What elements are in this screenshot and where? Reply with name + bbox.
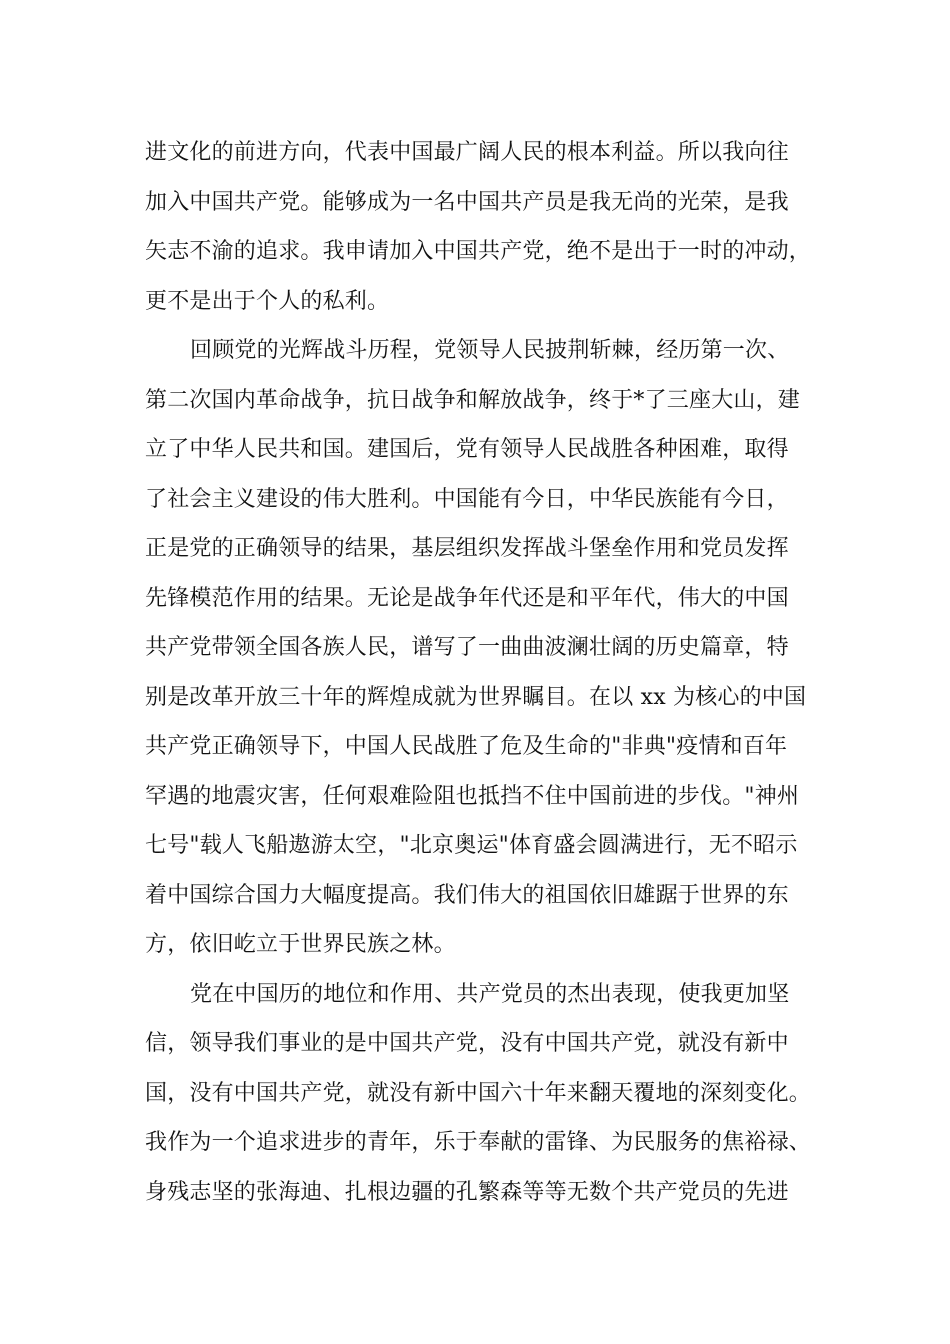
text-line: 加入中国共产党。能够成为一名中国共产员是我无尚的光荣，是我 [145,189,789,215]
text-line: 信，领导我们事业的是中国共产党，没有中国共产党，就没有新中 [145,1031,789,1056]
text-line: 七号"载人飞船遨游太空，"北京奥运"体育盛会圆满进行，无不昭示 [145,833,798,858]
body-text [145,128,825,1217]
text-line: 矢志不渝的追求。我申请加入中国共产党，绝不是出于一时的冲动， [145,239,812,264]
text-line: 正是党的正确领导的结果，基层组织发挥战斗堡垒作用和党员发挥 [145,536,789,561]
text-line: 进文化的前进方向，代表中国最广阔人民的根本利益。所以我向往 [145,140,789,165]
text-line: 方，依旧屹立于世界民族之林。 [145,932,456,957]
text-line: 共产党正确领导下，中国人民战胜了危及生命的"非典"疫情和百年 [145,734,788,759]
paragraph-start-line: 党在中国历的地位和作用、共产党员的杰出表现，使我更加坚 [190,981,790,1007]
text-line: 身残志坚的张海迪、扎根边疆的孔繁森等等无数个共产党员的先进 [145,1179,789,1205]
text-line: 先锋模范作用的结果。无论是战争年代还是和平年代，伟大的中国 [145,585,789,611]
text-line: 立了中华人民共和国。建国后，党有领导人民战胜各种困难，取得 [145,437,789,462]
text-line: 第二次国内革命战争，抗日战争和解放战争，终于*了三座大山，建 [145,387,801,413]
text-line: 更不是出于个人的私利。 [145,288,390,314]
paragraph-start-line: 回顾党的光辉战斗历程，党领导人民披荆斩棘，经历第一次、 [190,338,790,363]
text-line: 共产党带领全国各族人民，谱写了一曲曲波澜壮阔的历史篇章，特 [145,635,789,660]
text-line: 着中国综合国力大幅度提高。我们伟大的祖国依旧雄踞于世界的东 [145,882,789,908]
text-line: 我作为一个追求进步的青年，乐于奉献的雷锋、为民服务的焦裕禄、 [145,1130,812,1155]
text-line: 国，没有中国共产党，就没有新中国六十年来翻天覆地的深刻变化。 [145,1080,812,1106]
text-line: 罕遇的地震灾害，任何艰难险阻也抵挡不住中国前进的步伐。"神州 [145,783,800,809]
text-line: 了社会主义建设的伟大胜利。中国能有今日，中华民族能有今日， [145,486,789,512]
text-line: 别是改革开放三十年的辉煌成就为世界瞩目。在以 xx 为核心的中国 [145,684,807,710]
